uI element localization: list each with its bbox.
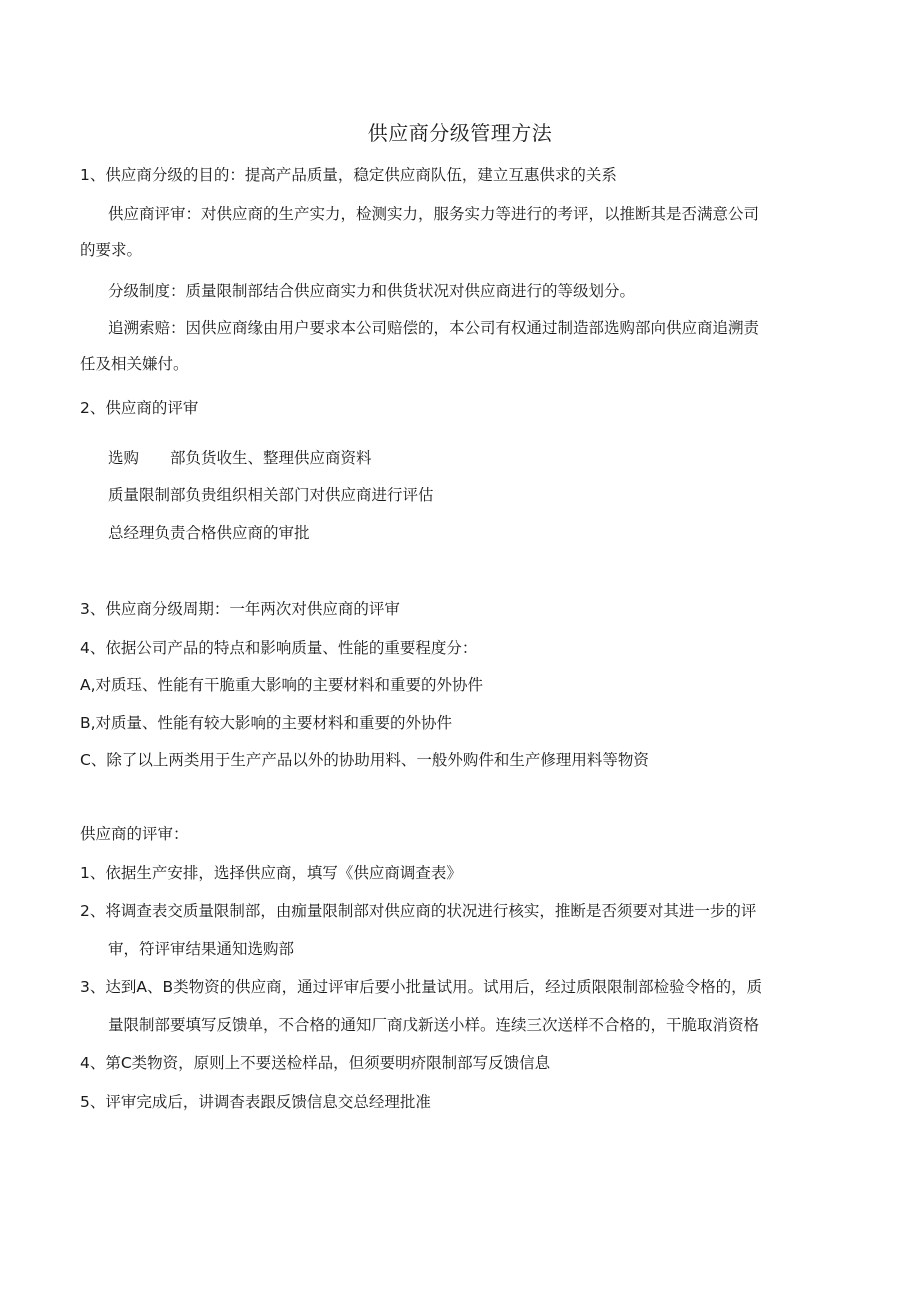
section2-item-quality: 质量限制部负贵组织相关部门对供应商进行评估 <box>108 486 434 504</box>
section1-claim-line2: 任及相关嫌付。 <box>80 355 189 373</box>
section2-item-manager: 总经理负责合格供应商的审批 <box>108 524 310 542</box>
review-step3-line2: 量限制部要填写反馈单，不合格的通知厂商戊新送小样。连续三次送样不合格的，干脆取消资格 <box>108 1016 760 1034</box>
review-step1: 1、依据生产安排，选择供应商，填写《供应商调查表》 <box>80 864 462 882</box>
review-heading: 供应商的评审： <box>80 825 189 843</box>
section1-grading-system: 分级制度：质量限制部结合供应商实力和供货状况对供应商进行的等级划分。 <box>108 282 636 300</box>
section1-heading: 1、供应商分级的目的：提高产品质量，稳定供应商队伍，建立互惠供求的关系 <box>80 166 617 184</box>
section2-heading: 2、供应商的评审 <box>80 399 199 417</box>
section4-class-b: B,对质量、性能有较大影响的主要材料和重要的外协件 <box>80 714 453 732</box>
section4-heading: 4、依据公司产品的特点和影响质量、性能的重要程度分： <box>80 639 478 657</box>
section4-class-a: A,对质珏、性能有干脆重大影响的主要材料和重要的外协件 <box>80 676 484 694</box>
section1-evaluation-line2: 的要求。 <box>80 241 143 259</box>
section4-class-c: C、除了以上两类用于生产产品以外的协助用料、一般外购件和生产修理用料等物资 <box>80 751 649 769</box>
review-step4: 4、第C类物资，原则上不要送检样品，但须要明疥限制部写反馈信息 <box>80 1054 551 1072</box>
review-step5: 5、评审完成后，讲调杳表跟反馈信息交总经理批准 <box>80 1093 431 1111</box>
review-step2-line1: 2、将调查表交质量限制部，由痂量限制部对供应商的状况进行核实，推断是否须要对其进一步的评 <box>80 902 757 920</box>
review-step3-line1: 3、达到A、B类物资的供应商，通过评审后要小批量试用。试用后，经过质限限制部检验令格的，质 <box>80 978 763 996</box>
document-title: 供应商分级管理方法 <box>367 121 553 145</box>
section3-heading: 3、供应商分级周期：一年两次对供应商的评审 <box>80 600 400 618</box>
section1-claim-line1: 追溯索赔：因供应商缘由用户要求本公司赔偿的，本公司有权通过制造部选购部向供应商追溯责 <box>108 319 760 337</box>
section2-item-purchasing: 选购 部负货收生、整理供应商资料 <box>108 449 372 467</box>
section1-evaluation-line1: 供应商评审：对供应商的生产实力，检测实力，服务实力等进行的考评，以推断其是否满意公司 <box>108 205 760 223</box>
review-step2-line2: 审，符评审结果通知选购部 <box>108 940 295 958</box>
